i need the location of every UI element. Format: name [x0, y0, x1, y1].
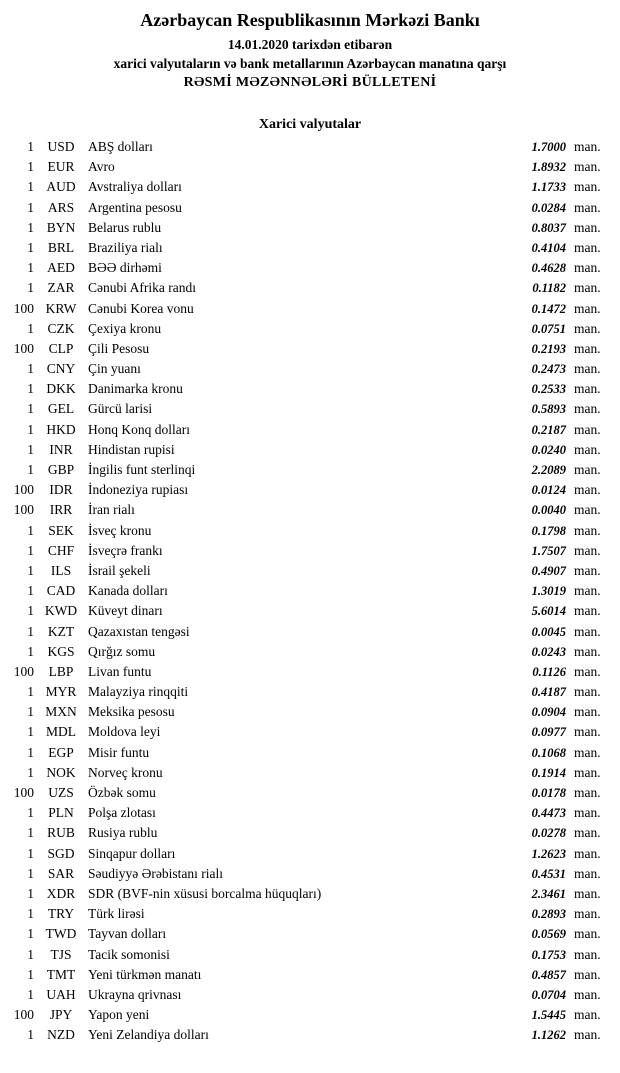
currency-name-cell: Meksika pesosu: [88, 704, 175, 720]
nominal-cell: 1: [27, 239, 34, 255]
rate-cell: 0.0751: [531, 321, 566, 336]
nominal-cell: 1: [27, 986, 34, 1002]
table-row: [0, 581, 620, 601]
rate-cell: 0.1753: [531, 947, 566, 962]
table-row: [0, 521, 620, 541]
rate-cell: 0.1472: [531, 301, 566, 316]
currency-name-cell: İngilis funt sterlinqi: [88, 462, 196, 477]
nominal-cell: 1: [27, 361, 34, 377]
currency-name-cell: Qazaxıstan tengəsi: [88, 623, 190, 639]
currency-name-cell: Səudiyyə Ərəbistanı rialı: [88, 865, 223, 881]
currency-code-cell: KRW: [45, 300, 77, 316]
currency-name-cell: BƏƏ dirhəmi: [88, 260, 162, 276]
currency-table-body: [0, 137, 620, 1045]
rate-cell: 0.0240: [531, 442, 566, 457]
rate-cell: 0.1914: [531, 765, 566, 780]
table-row: [0, 379, 620, 399]
unit-cell: man.: [574, 946, 601, 962]
currency-name-cell: Polşa zlotası: [88, 805, 156, 821]
unit-cell: man.: [574, 139, 601, 154]
nominal-cell: 100: [13, 482, 34, 498]
rate-cell: 5.6014: [531, 604, 566, 619]
unit-cell: man.: [574, 603, 601, 619]
table-row: [0, 157, 620, 177]
unit-cell: man.: [574, 280, 601, 296]
currency-name-cell: Türk lirəsi: [88, 906, 145, 922]
table-row: [0, 884, 620, 904]
currency-code-cell: USD: [47, 139, 75, 154]
nominal-cell: 100: [13, 1007, 34, 1023]
unit-cell: man.: [574, 482, 601, 498]
nominal-cell: 100: [13, 502, 34, 518]
rate-cell: 1.5445: [531, 1008, 566, 1023]
currency-code-cell: ARS: [47, 199, 75, 215]
nominal-cell: 1: [27, 744, 34, 760]
rate-cell: 1.8932: [531, 160, 566, 175]
section-title-foreign-currencies: Xarici valyutalar: [258, 117, 362, 132]
table-row: [0, 399, 620, 419]
rate-cell: 0.4857: [531, 967, 566, 982]
unit-cell: man.: [574, 219, 601, 235]
currency-name-cell: Livan funtu: [88, 663, 152, 679]
unit-cell: man.: [574, 159, 601, 175]
currency-code-cell: NOK: [46, 764, 76, 780]
rate-cell: 1.1733: [531, 180, 566, 195]
currency-name-cell: Çexiya kronu: [88, 320, 162, 336]
nominal-cell: 1: [27, 684, 34, 700]
rate-cell: 0.4907: [531, 563, 566, 578]
currency-code-cell: HKD: [46, 421, 76, 437]
rate-cell: 0.2473: [531, 362, 566, 377]
currency-code-cell: SEK: [48, 522, 74, 538]
unit-cell: man.: [574, 966, 601, 982]
currency-name-cell: Ukrayna qrivnası: [88, 986, 182, 1002]
nominal-cell: 100: [13, 300, 34, 316]
table-row: [0, 864, 620, 884]
nominal-cell: 1: [27, 865, 34, 881]
nominal-cell: 1: [27, 603, 34, 619]
table-row: [0, 965, 620, 985]
rate-cell: 2.3461: [531, 886, 566, 901]
currency-name-cell: Hindistan rupisi: [88, 441, 175, 457]
currency-name-cell: Yapon yeni: [88, 1007, 150, 1023]
rate-cell: 0.0178: [531, 786, 566, 800]
currency-code-cell: MDL: [46, 724, 76, 740]
nominal-cell: 1: [27, 441, 34, 457]
nominal-cell: 1: [27, 542, 34, 558]
rate-cell: 0.0284: [531, 200, 566, 215]
currency-name-cell: Özbək somu: [88, 785, 156, 800]
currency-code-cell: SGD: [47, 845, 75, 861]
currency-code-cell: AUD: [46, 179, 76, 195]
currency-code-cell: LBP: [48, 663, 74, 679]
nominal-cell: 1: [27, 825, 34, 841]
currency-name-cell: Çili Pesosu: [88, 340, 150, 356]
nominal-cell: 1: [27, 280, 34, 296]
table-row: [0, 541, 620, 561]
unit-cell: man.: [574, 643, 601, 659]
rate-cell: 0.1798: [531, 523, 566, 538]
table-row: [0, 137, 620, 157]
bulletin-subtitle: xarici valyutaların və bank metallarının Azərbaycan manatına qarşı: [113, 56, 507, 71]
nominal-cell: 1: [27, 562, 34, 578]
rate-cell: 1.7507: [531, 543, 566, 558]
nominal-cell: 1: [27, 462, 34, 477]
table-row: [0, 803, 620, 823]
table-row: [0, 702, 620, 722]
currency-name-cell: Cənubi Afrika randı: [88, 280, 196, 296]
unit-cell: man.: [574, 986, 601, 1002]
currency-code-cell: CLP: [48, 340, 74, 356]
currency-name-cell: Moldova leyi: [88, 724, 161, 740]
unit-cell: man.: [574, 764, 601, 780]
currency-name-cell: Gürcü larisi: [88, 401, 153, 417]
unit-cell: man.: [574, 562, 601, 578]
rate-cell: 2.2089: [531, 463, 566, 477]
currency-code-cell: UAH: [46, 986, 76, 1002]
currency-code-cell: KWD: [44, 603, 78, 619]
unit-cell: man.: [574, 199, 601, 215]
currency-name-cell: İndoneziya rupiası: [88, 482, 189, 498]
nominal-cell: 1: [27, 159, 34, 175]
currency-code-cell: EUR: [47, 159, 75, 175]
unit-cell: man.: [574, 522, 601, 538]
bulletin-header: [0, 10, 620, 91]
currency-code-cell: CNY: [46, 361, 76, 377]
currency-code-cell: KZT: [47, 623, 75, 639]
unit-cell: man.: [574, 320, 601, 336]
unit-cell: man.: [574, 441, 601, 457]
currency-code-cell: MYR: [45, 684, 77, 700]
nominal-cell: 1: [27, 885, 34, 901]
unit-cell: man.: [574, 381, 601, 397]
rate-cell: 0.0569: [531, 927, 566, 942]
table-row: [0, 480, 620, 500]
nominal-cell: 1: [27, 260, 34, 276]
table-row: [0, 278, 620, 298]
currency-table: [0, 137, 620, 1045]
unit-cell: man.: [574, 744, 601, 760]
unit-cell: man.: [574, 885, 601, 901]
unit-cell: man.: [574, 845, 601, 861]
nominal-cell: 1: [27, 1027, 34, 1043]
currency-name-cell: Honq Konq dolları: [88, 421, 190, 437]
nominal-cell: 1: [27, 583, 34, 599]
rate-cell: 0.0045: [531, 624, 566, 639]
rate-cell: 0.0243: [531, 644, 566, 659]
nominal-cell: 1: [27, 724, 34, 740]
nominal-cell: 1: [27, 966, 34, 982]
currency-name-cell: ABŞ dolları: [88, 139, 153, 154]
currency-name-cell: Belarus rublu: [88, 219, 162, 235]
unit-cell: man.: [574, 401, 601, 417]
nominal-cell: 1: [27, 522, 34, 538]
currency-code-cell: EGP: [48, 744, 74, 760]
currency-code-cell: ILS: [50, 562, 72, 578]
rate-cell: 0.0040: [531, 503, 566, 518]
currency-name-cell: Cənubi Korea vonu: [88, 300, 194, 316]
nominal-cell: 1: [27, 320, 34, 336]
table-row: [0, 319, 620, 339]
currency-name-cell: Sinqapur dolları: [88, 845, 176, 861]
currency-name-cell: Malayziya rinqqiti: [88, 684, 189, 700]
unit-cell: man.: [574, 805, 601, 821]
table-row: [0, 561, 620, 581]
nominal-cell: 1: [27, 946, 34, 962]
table-row: [0, 722, 620, 742]
unit-cell: man.: [574, 179, 601, 195]
currency-name-cell: Argentina pesosu: [88, 199, 182, 215]
rate-cell: 0.4187: [531, 685, 566, 700]
rate-cell: 1.1262: [531, 1028, 566, 1043]
nominal-cell: 100: [13, 663, 34, 679]
table-row: [0, 359, 620, 379]
currency-code-cell: GBP: [47, 462, 75, 477]
currency-name-cell: Avstraliya dolları: [88, 179, 182, 195]
unit-cell: man.: [574, 239, 601, 255]
nominal-cell: 1: [27, 643, 34, 659]
rate-cell: 0.8037: [531, 220, 566, 235]
table-row: [0, 500, 620, 520]
nominal-cell: 1: [27, 764, 34, 780]
currency-code-cell: JPY: [49, 1007, 73, 1023]
nominal-cell: 1: [27, 421, 34, 437]
unit-cell: man.: [574, 502, 601, 518]
rate-cell: 0.0904: [531, 705, 566, 720]
currency-code-cell: BYN: [46, 219, 76, 235]
currency-name-cell: Rusiya rublu: [88, 825, 158, 841]
unit-cell: man.: [574, 421, 601, 437]
currency-name-cell: Yeni Zelandiya dolları: [88, 1027, 209, 1043]
currency-code-cell: ZAR: [47, 280, 75, 296]
currency-code-cell: XDR: [46, 885, 76, 901]
currency-name-cell: İsveç kronu: [88, 522, 152, 538]
unit-cell: man.: [574, 906, 601, 922]
currency-code-cell: PLN: [48, 805, 74, 821]
table-row: [0, 642, 620, 662]
unit-cell: man.: [574, 704, 601, 720]
table-row: [0, 238, 620, 258]
rate-cell: 0.2187: [531, 422, 566, 437]
table-row: [0, 904, 620, 924]
unit-cell: man.: [574, 361, 601, 377]
rate-cell: 0.1068: [531, 745, 566, 760]
nominal-cell: 1: [27, 805, 34, 821]
unit-cell: man.: [574, 785, 601, 800]
currency-code-cell: AED: [47, 260, 75, 276]
currency-name-cell: Küveyt dinarı: [88, 603, 163, 619]
table-row: [0, 299, 620, 319]
unit-cell: man.: [574, 663, 601, 679]
currency-code-cell: BRL: [47, 239, 75, 255]
currency-name-cell: Kanada dolları: [88, 583, 168, 599]
currency-code-cell: CHF: [47, 542, 75, 558]
rate-cell: 0.4473: [531, 806, 566, 821]
unit-cell: man.: [574, 724, 601, 740]
rate-cell: 0.0977: [531, 725, 566, 740]
nominal-cell: 100: [13, 340, 34, 356]
currency-code-cell: IDR: [49, 482, 73, 498]
currency-code-cell: CZK: [47, 320, 75, 336]
rate-cell: 0.1182: [532, 281, 566, 296]
nominal-cell: 1: [27, 845, 34, 861]
rate-cell: 0.5893: [531, 402, 566, 417]
rate-cell: 0.2193: [531, 341, 566, 356]
nominal-cell: 1: [27, 199, 34, 215]
table-row: [0, 258, 620, 278]
currency-code-cell: KGS: [47, 643, 75, 659]
currency-code-cell: INR: [49, 441, 73, 457]
currency-name-cell: İsveçrə frankı: [88, 542, 163, 558]
rate-cell: 1.3019: [531, 584, 566, 599]
currency-code-cell: GEL: [47, 401, 75, 417]
nominal-cell: 1: [27, 623, 34, 639]
unit-cell: man.: [574, 926, 601, 942]
bank-name-title: Azərbaycan Respublikasının Mərkəzi Bankı: [140, 10, 480, 30]
currency-code-cell: UZS: [48, 785, 74, 800]
rate-cell: 0.2533: [531, 382, 566, 397]
table-row: [0, 218, 620, 238]
nominal-cell: 1: [27, 906, 34, 922]
unit-cell: man.: [574, 340, 601, 356]
currency-name-cell: Misir funtu: [88, 744, 150, 760]
nominal-cell: 1: [27, 219, 34, 235]
table-row: [0, 985, 620, 1005]
unit-cell: man.: [574, 1007, 601, 1023]
table-row: [0, 177, 620, 197]
currency-name-cell: İsrail şekeli: [88, 562, 151, 578]
table-row: [0, 601, 620, 621]
table-row: [0, 662, 620, 682]
table-row: [0, 1025, 620, 1045]
table-row: [0, 460, 620, 480]
currency-code-cell: NZD: [47, 1027, 75, 1043]
table-row: [0, 823, 620, 843]
currency-name-cell: Tacik somonisi: [88, 946, 170, 962]
table-row: [0, 743, 620, 763]
unit-cell: man.: [574, 462, 601, 477]
currency-name-cell: Çin yuanı: [88, 361, 141, 377]
rate-cell: 1.7000: [531, 140, 566, 154]
unit-cell: man.: [574, 1027, 601, 1043]
nominal-cell: 1: [27, 704, 34, 720]
unit-cell: man.: [574, 623, 601, 639]
table-row: [0, 924, 620, 944]
table-row: [0, 783, 620, 803]
table-row: [0, 339, 620, 359]
table-row: [0, 1005, 620, 1025]
unit-cell: man.: [574, 300, 601, 316]
currency-name-cell: Avro: [88, 159, 115, 175]
table-row: [0, 440, 620, 460]
unit-cell: man.: [574, 542, 601, 558]
rate-cell: 0.4104: [531, 240, 566, 255]
nominal-cell: 1: [27, 139, 34, 154]
unit-cell: man.: [574, 865, 601, 881]
currency-code-cell: IRR: [49, 502, 73, 518]
currency-name-cell: Tayvan dolları: [88, 926, 167, 942]
rate-cell: 0.0124: [531, 483, 566, 498]
nominal-cell: 1: [27, 401, 34, 417]
unit-cell: man.: [574, 260, 601, 276]
rate-cell: 0.0704: [531, 987, 566, 1002]
table-row: [0, 622, 620, 642]
table-row: [0, 844, 620, 864]
currency-name-cell: Yeni türkmən manatı: [88, 966, 202, 982]
rate-cell: 0.4531: [531, 866, 566, 881]
table-row: [0, 763, 620, 783]
unit-cell: man.: [574, 583, 601, 599]
currency-code-cell: TMT: [46, 966, 76, 982]
currency-code-cell: TRY: [47, 906, 75, 922]
table-row: [0, 420, 620, 440]
nominal-cell: 1: [27, 381, 34, 397]
currency-name-cell: Qırğız somu: [88, 643, 156, 659]
nominal-cell: 1: [27, 926, 34, 942]
table-row: [0, 682, 620, 702]
currency-code-cell: CAD: [46, 583, 76, 599]
currency-name-cell: Braziliya rialı: [88, 239, 163, 255]
rate-cell: 0.0278: [531, 826, 566, 841]
currency-name-cell: Norveç kronu: [88, 764, 163, 780]
rate-cell: 0.4628: [531, 261, 566, 276]
nominal-cell: 1: [27, 179, 34, 195]
currency-code-cell: RUB: [47, 825, 75, 841]
table-row: [0, 198, 620, 218]
currency-code-cell: TWD: [45, 926, 77, 942]
effective-date-line: 14.01.2020 tarixdən etibarən: [227, 37, 393, 52]
currency-name-cell: SDR (BVF-nin xüsusi borcalma hüquqları): [88, 885, 322, 901]
unit-cell: man.: [574, 684, 601, 700]
currency-code-cell: MXN: [45, 704, 77, 720]
unit-cell: man.: [574, 825, 601, 841]
currency-code-cell: DKK: [46, 381, 76, 397]
currency-code-cell: TJS: [50, 946, 72, 962]
table-row: [0, 945, 620, 965]
rate-cell: 0.1126: [532, 664, 566, 679]
nominal-cell: 100: [13, 785, 34, 800]
rate-cell: 1.2623: [531, 846, 566, 861]
rate-cell: 0.2893: [531, 907, 566, 922]
currency-name-cell: Danimarka kronu: [88, 381, 183, 397]
currency-name-cell: İran rialı: [88, 502, 135, 518]
bulletin-title: RƏSMİ MƏZƏNNƏLƏRİ BÜLLETENİ: [183, 75, 437, 90]
currency-code-cell: SAR: [47, 865, 75, 881]
